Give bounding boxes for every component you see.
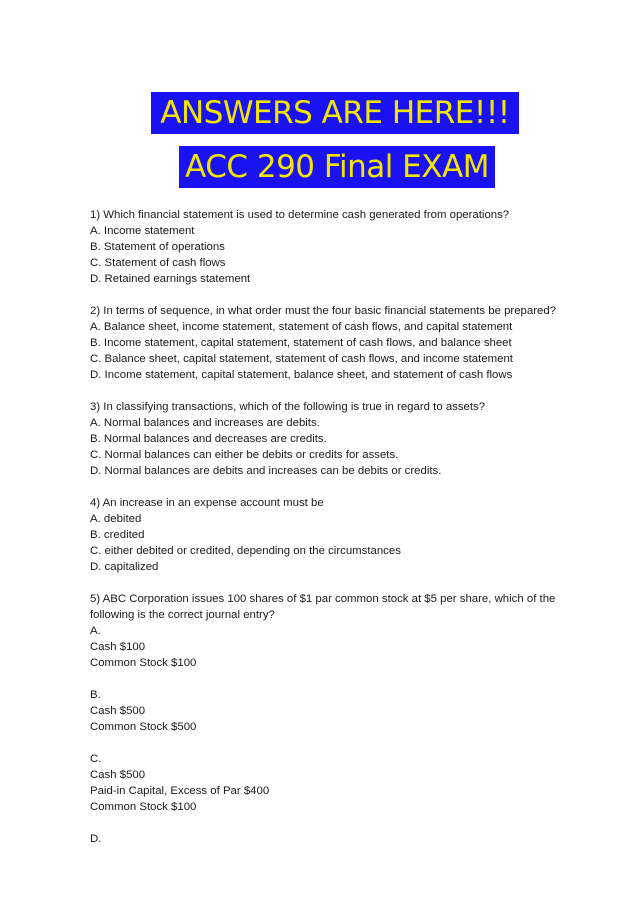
answer-option-a: A. Normal balances and increases are debits. [90,417,320,429]
answer-option-d: D. Income statement, capital statement, balance sheet, and statement of cash flows [90,369,513,381]
question-list [90,207,590,863]
blank-line [90,735,590,751]
question-2 [90,303,590,383]
journal-entry-line: Cash $500 [90,705,146,717]
blank-line [90,815,590,831]
answer-option-c: C. Statement of cash flows [90,257,226,269]
question-text: 2) In terms of sequence, in what order must the four basic financial statements be prepared? [90,305,556,317]
question-text: 4) An increase in an expense account must be [90,497,324,509]
answer-option-b: B. Normal balances and decreases are credits. [90,433,327,445]
question-text-line-2: following is the correct journal entry? [90,609,275,621]
answer-option-c-label: C. [90,753,102,765]
answer-option-d: D. Normal balances are debits and increases can be debits or credits. [90,465,442,477]
question-5 [90,591,590,847]
answer-option-d: D. Retained earnings statement [90,273,251,285]
banner-exam-title: ACC 290 Final EXAM [179,146,495,188]
journal-entry-line: Paid-in Capital, Excess of Par $400 [90,785,270,797]
question-text-line-1: 5) ABC Corporation issues 100 shares of $1 par common stock at $5 per share, which of the [90,593,556,605]
blank-line [90,671,590,687]
answer-option-c: C. Normal balances can either be debits or credits for assets. [90,449,399,461]
answer-option-a: A. Balance sheet, income statement, statement of cash flows, and capital statement [90,321,513,333]
answer-option-d-label: D. [90,833,102,845]
journal-entry-line: Cash $500 [90,769,146,781]
question-text: 3) In classifying transactions, which of the following is true in regard to assets? [90,401,486,413]
answer-option-c: C. Balance sheet, capital statement, statement of cash flows, and income statement [90,353,513,365]
journal-entry-line: Cash $100 [90,641,146,653]
journal-entry-line: Common Stock $100 [90,801,197,813]
journal-entry-line: Common Stock $100 [90,657,197,669]
answer-option-a-label: A. [90,625,101,637]
answer-option-d: D. capitalized [90,561,159,573]
answer-option-b: B. credited [90,529,145,541]
question-4 [90,495,590,575]
question-1 [90,207,590,287]
answer-option-c: C. either debited or credited, depending on the circumstances [90,545,401,557]
answer-option-a: A. Income statement [90,225,195,237]
answer-option-b: B. Income statement, capital statement, statement of cash flows, and balance sheet [90,337,512,349]
question-3 [90,399,590,479]
answer-option-a: A. debited [90,513,142,525]
journal-entry-line: Common Stock $500 [90,721,197,733]
answer-option-b-label: B. [90,689,101,701]
question-text: 1) Which financial statement is used to determine cash generated from operations? [90,209,510,221]
banner-answers-here: ANSWERS ARE HERE!!! [151,92,519,134]
answer-option-b: B. Statement of operations [90,241,225,253]
